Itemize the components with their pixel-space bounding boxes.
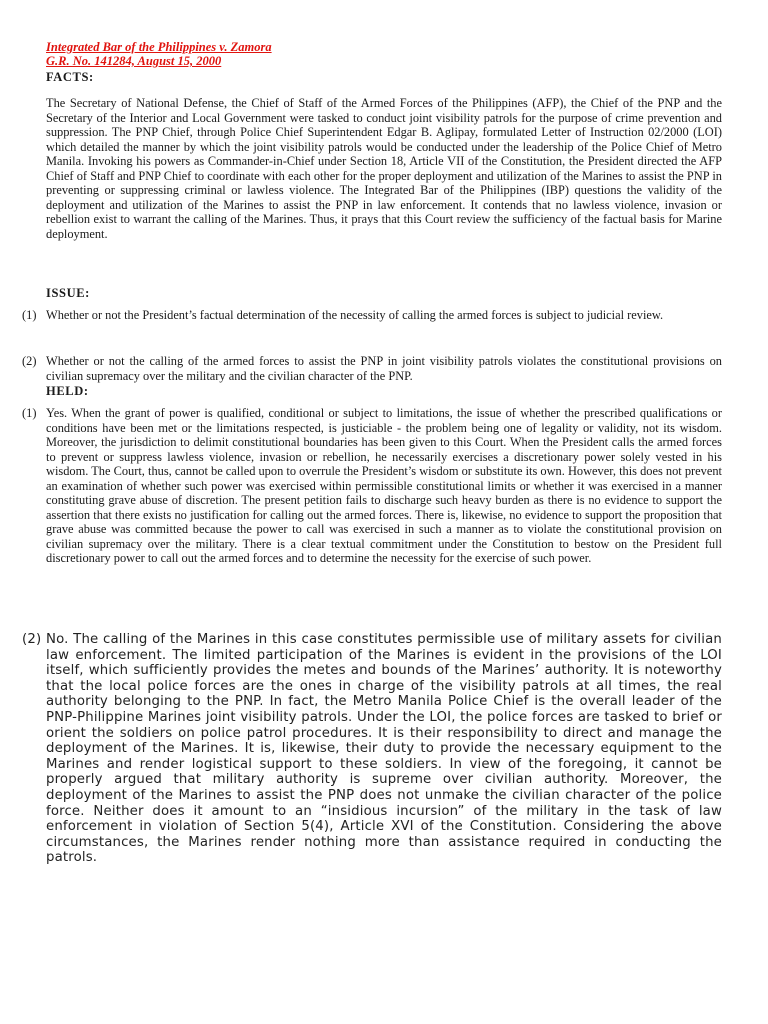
held-item-2-number: (2) xyxy=(22,632,42,647)
issue-item-1-text: Whether or not the President’s factual determination of the necessity of calling the armed forces is subject to judicial review. xyxy=(46,308,664,322)
issue-heading: ISSUE: xyxy=(46,286,90,300)
held-item-1-text: Yes. When the grant of power is qualified, conditional or subject to limitations, the issue of whether the prescribed qualifications or conditions have been met or the limitations respected, is justiciable - the problem being one of legality or validity, not its wisdom. Moreover, the jurisdiction to delimit constitutional boundaries has been given to this Court. When the President calls the armed forces to prevent or suppress lawless violence, invasion or rebellion, he necessarily exercises a discretionary power solely vested in his wisdom. The Court, thus, cannot be called upon to overrule the President’s wisdom or substitute its own. However, this does not prevent an examination of whether such power was exercised within permissible constitutional limits or whether it was exercised in a manner constituting grave abuse of discretion. The present petition fails to discharge such heavy burden as there is no evidence to support the assertion that there exists no justification for calling out the armed forces. There is, likewise, no evidence to support the proposition that grave abuse was committed because the power to call was exercised in such a manner as to violate the constitutional provision on civilian supremacy over the military. There is a clear textual commitment under the Constitution to bestow on the President full discretionary power to call out the armed forces and to determine the necessity for the exercise of such power. xyxy=(46,406,722,565)
held-item-2-text: No. The calling of the Marines in this case constitutes permissible use of military assets for civilian law enforcement. The limited participation of the Marines is evident in the provisions of the LOI itself, which sufficiently provides the metes and bounds of the Marines’ authority. It is noteworthy that the local police forces are the ones in charge of the visibility patrols at all times, the real authority belonging to the PNP. In fact, the Metro Manila Police Chief is the overall leader of the PNP-Philippine Marines joint visibility patrols. Under the LOI, the police forces are tasked to brief or orient the soldiers on police patrol procedures. It is their responsibility to direct and manage the deployment of the Marines. It is, likewise, their duty to provide the necessary equipment to the Marines and render logistical support to these soldiers. In view of the foregoing, it cannot be properly argued that military authority is supreme over civilian authority. Moreover, the deployment of the Marines to assist the PNP does not unmake the civilian character of the police force. Neither does it amount to an “insidious incursion” of the military in the task of law enforcement in violation of Section 5(4), Article XVI of the Constitution. Considering the above circumstances, the Marines render nothing more than assistance required in conducting the patrols. xyxy=(46,632,722,866)
facts-heading: FACTS: xyxy=(46,70,94,84)
held-heading: HELD: xyxy=(46,384,89,398)
issue-item-2 xyxy=(22,354,722,383)
issue-item-2-number: (2) xyxy=(22,354,37,368)
case-title xyxy=(46,40,272,68)
issue-item-1 xyxy=(22,308,722,323)
case-title-citation: G.R. No. 141284, August 15, 2000 xyxy=(46,54,222,68)
held-item-2 xyxy=(22,632,722,866)
held-item-1 xyxy=(22,406,722,566)
held-item-1-number: (1) xyxy=(22,406,37,420)
issue-item-1-number: (1) xyxy=(22,308,37,322)
issue-item-2-text: Whether or not the calling of the armed forces to assist the PNP in joint visibility patrols violates the constitutional provisions on civilian supremacy over the military and the civilian character of the PNP. xyxy=(46,354,722,383)
case-title-name: Integrated Bar of the Philippines v. Zamora xyxy=(46,40,272,54)
facts-paragraph: The Secretary of National Defense, the Chief of Staff of the Armed Forces of the Philippines (AFP), the Chief of the PNP and the Secretary of the Interior and Local Government were tasked to conduct joint visibility patrols for the purpose of crime prevention and suppression. The PNP Chief, through Police Chief Superintendent Edgar B. Aglipay, formulated Letter of Instruction 02/2000 (LOI) which detailed the manner by which the joint visibility patrols would be conducted under the leadership of the Police Chief of Metro Manila. Invoking his powers as Commander-in-Chief under Section 18, Article VII of the Constitution, the President directed the AFP Chief of Staff and PNP Chief to coordinate with each other for the proper deployment and utilization of the Marines to assist the PNP in preventing or suppressing criminal or lawless violence. The Integrated Bar of the Philippines (IBP) questions the validity of the deployment and utilization of the Marines to assist the PNP in law enforcement. It contends that no lawless violence, invasion or rebellion exist to warrant the calling of the Marines. Thus, it prays that this Court review the sufficiency of the factual basis for Marine deployment. xyxy=(46,96,722,241)
